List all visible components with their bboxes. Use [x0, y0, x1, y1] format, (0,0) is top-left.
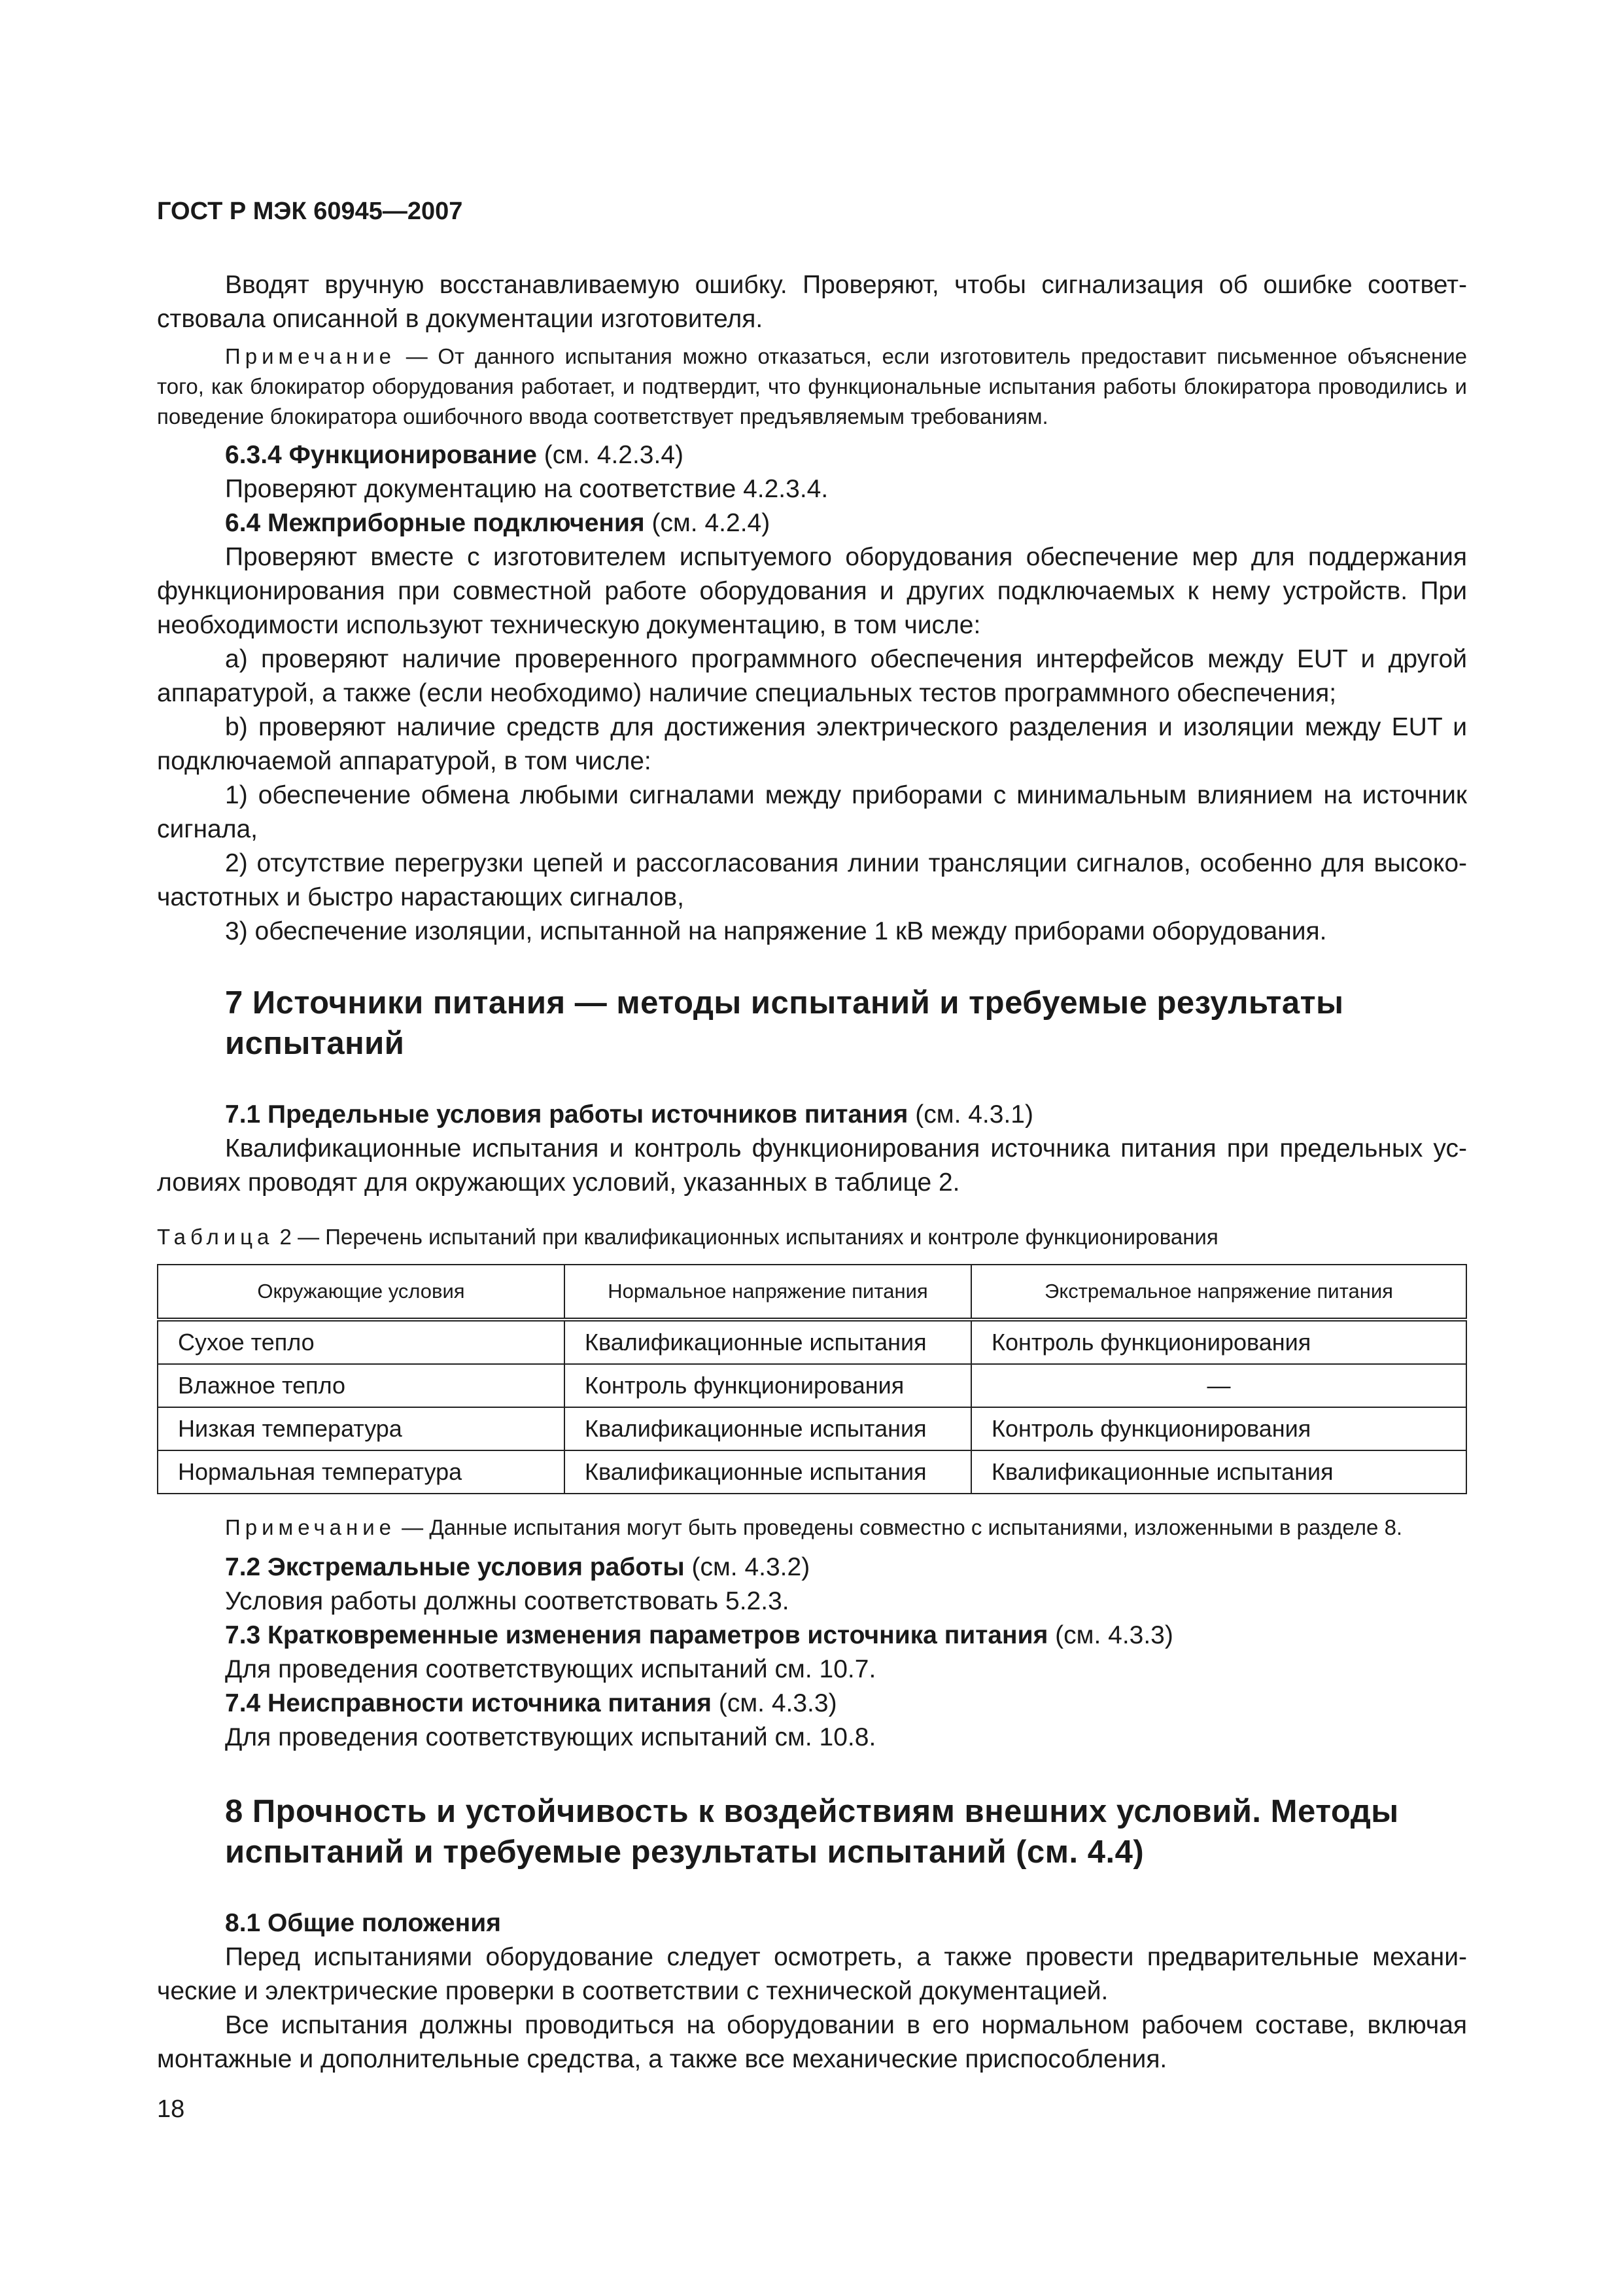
table-cell: Контроль функционирования: [971, 1320, 1466, 1364]
section-7-1-heading: [157, 1098, 1467, 1132]
section-8-1-heading: [157, 1906, 1467, 1940]
list-item: b) проверяют наличие средств для достижения электрического разделения и изоляции между EUT и подключаемой аппаратурой, в том числе:: [157, 713, 1467, 775]
list-item: 1) обеспечение обмена любыми сигналами между приборами с минимальным влиянием на источник сигнала,: [157, 781, 1467, 843]
paragraph: Все испытания должны проводиться на оборудовании в его нормальном рабочем составе, включая монтажные и дополнительные средства, а также все механические приспособления.: [157, 2011, 1467, 2073]
table-header-cell: Окружающие условия: [158, 1265, 564, 1320]
table-cell: Квалификационные испытания: [564, 1320, 971, 1364]
section-7-4-heading: [157, 1687, 1467, 1721]
section-6-4-heading: [157, 506, 1467, 540]
note: [157, 342, 1467, 432]
table-caption-text: 2 — Перечень испытаний при квалификационных испытаниях и контроле функционирования: [273, 1225, 1218, 1249]
paragraph: Перед испытаниями оборудование следует осмотреть, а также провести предварительные механи-ческие и электрические проверки в соответствии с технической документацией.: [157, 1943, 1467, 2005]
paragraph: Проверяют вместе с изготовителем испытуемого оборудования обеспечение мер для поддержания функционирования при совместной работе оборудования и других подключаемых к нему устройств. При необходимости используют техническую документацию, в том числе:: [157, 543, 1467, 639]
table-row: [158, 1407, 1466, 1450]
paragraph: Квалификационные испытания и контроль функционирования источника питания при предельных ус-ловиях проводят для окружающих условий, указанных в таблице 2.: [157, 1134, 1467, 1197]
section-ref: (см. 4.3.2): [684, 1553, 810, 1581]
section-ref: (см. 4.3.3): [712, 1689, 837, 1717]
table-cell: Низкая температура: [158, 1407, 564, 1450]
table-cell: Контроль функционирования: [564, 1364, 971, 1407]
note-text: — Данные испытания могут быть проведены совместно с испытаниями, изложенными в разделе 8.: [396, 1515, 1403, 1539]
section-title: 7.3 Кратковременные изменения параметров источника питания: [225, 1621, 1048, 1649]
table-cell: Нормальная температура: [158, 1450, 564, 1494]
note-label: Примечание: [225, 1515, 396, 1539]
section-7-3-heading: [157, 1619, 1467, 1653]
section-7-2-heading: [157, 1550, 1467, 1585]
paragraph: Для проведения соответствующих испытаний см. 10.7.: [225, 1655, 876, 1683]
page-number: 18: [157, 2095, 185, 2123]
table-label: Таблица: [157, 1225, 274, 1249]
section-ref: (см. 4.2.3.4): [536, 441, 684, 469]
table-cell: Влажное тепло: [158, 1364, 564, 1407]
note: [157, 1513, 1467, 1543]
table-cell: Контроль функционирования: [971, 1407, 1466, 1450]
list-item: a) проверяют наличие проверенного программного обеспечения интерфейсов между EUT и другой аппаратурой, а также (если необходимо) наличие специальных тестов программного обеспечения;: [157, 645, 1467, 707]
table-header-cell: Нормальное напряжение питания: [564, 1265, 971, 1320]
document-header: ГОСТ Р МЭК 60945—2007: [157, 198, 463, 225]
section-title: 6.4 Межприборные подключения: [225, 509, 645, 537]
table-cell: Сухое тепло: [158, 1320, 564, 1364]
table-row: [158, 1450, 1466, 1494]
section-title: 8.1 Общие положения: [225, 1909, 501, 1937]
table-cell: Квалификационные испытания: [564, 1407, 971, 1450]
table-cell: Квалификационные испытания: [971, 1450, 1466, 1494]
section-title: 6.3.4 Функционирование: [225, 441, 537, 469]
paragraph: Вводят вручную восстанавливаемую ошибку. Проверяют, чтобы сигнализация об ошибке соответ-ствовала описанной в документации изготовителя.: [157, 271, 1467, 333]
note-text: — От данного испытания можно отказаться, если изготовитель предоставит письменное объяснение того, как блокиратор оборудования работает, и подтвердит, что функциональные испытания работы блокиратора проводились и поведение блокиратора ошибочного ввода соответствует предъявляемым требованиям.: [157, 344, 1467, 429]
section-ref: (см. 4.3.1): [908, 1100, 1033, 1129]
list-item: 3) обеспечение изоляции, испытанной на напряжение 1 кВ между приборами оборудования.: [225, 917, 1327, 945]
paragraph: Условия работы должны соответствовать 5.2.3.: [225, 1587, 789, 1615]
table-2: [157, 1264, 1467, 1494]
table-caption: [157, 1222, 1467, 1252]
table-cell: Квалификационные испытания: [564, 1450, 971, 1494]
section-8-heading: 8 Прочность и устойчивость к воздействиям внешних условий. Методы испытаний и требуемые результаты испытаний (см. 4.4): [225, 1794, 1399, 1870]
table-header-cell: Экстремальное напряжение питания: [971, 1265, 1466, 1320]
section-title: 7.2 Экстремальные условия работы: [225, 1553, 685, 1581]
section-ref: (см. 4.3.3): [1048, 1621, 1173, 1649]
table-cell: —: [971, 1364, 1466, 1407]
section-ref: (см. 4.2.4): [644, 509, 770, 537]
table-header-row: [158, 1265, 1466, 1320]
section-6-3-4-heading: [157, 438, 1467, 472]
table-row: [158, 1364, 1466, 1407]
section-7-heading: 7 Источники питания — методы испытаний и требуемые результаты испытаний: [225, 985, 1344, 1061]
document-body: [157, 268, 1467, 2076]
section-title: 7.4 Неисправности источника питания: [225, 1689, 712, 1717]
section-title: 7.1 Предельные условия работы источников питания: [225, 1100, 908, 1129]
table-row: [158, 1320, 1466, 1364]
paragraph: Для проведения соответствующих испытаний см. 10.8.: [225, 1723, 876, 1751]
paragraph: Проверяют документацию на соответствие 4.2.3.4.: [225, 475, 829, 503]
list-item: 2) отсутствие перегрузки цепей и рассогласования линии трансляции сигналов, особенно для высоко-частотных и быстро нарастающих сигналов,: [157, 849, 1467, 911]
note-label: Примечание: [225, 344, 396, 368]
